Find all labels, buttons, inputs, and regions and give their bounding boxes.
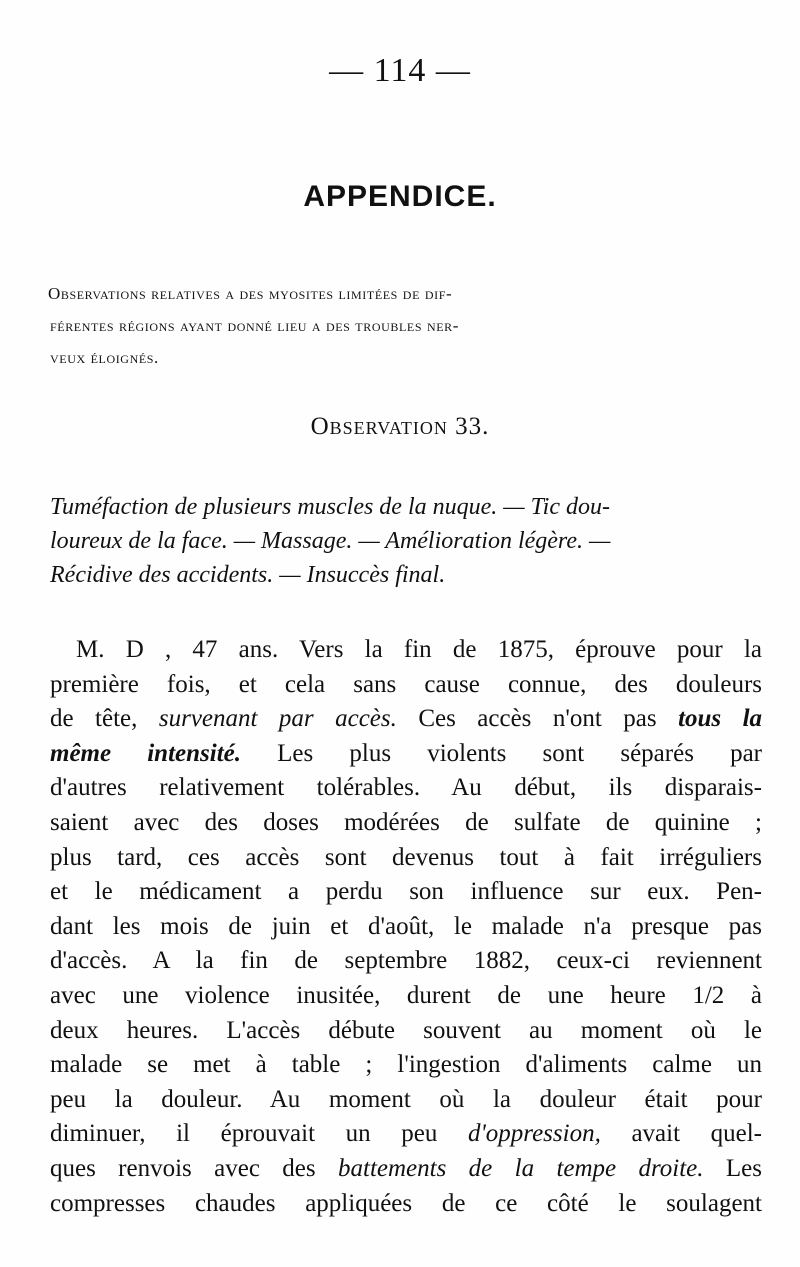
page-number: — 114 — [329, 52, 471, 89]
emphasis-run: tous la [678, 705, 763, 733]
body-line: malade se met à table ; l'ingestion d'aliments calme un [50, 1051, 762, 1079]
body-text-run: avait quel- [631, 1120, 763, 1148]
emphasis-run: survenant par accès. [158, 705, 397, 733]
body-line: avec une violence inusitée, durent de une heure 1/2 à [50, 981, 762, 1009]
observation-summary [50, 490, 760, 592]
body-line: plus tard, ces accès sont devenus tout à fait irréguliers [50, 843, 762, 871]
summary-line: loureux de la face. — Massage. — Amélioration légère. — [50, 528, 611, 554]
body-text-run: ques renvois avec des [50, 1154, 316, 1182]
body-line: et le médicament a perdu son influence sur eux. Pen- [50, 878, 762, 906]
body-line [50, 1152, 762, 1187]
body-line [50, 702, 762, 737]
emphasis-run: battements de la tempe droite. [338, 1154, 704, 1182]
intro-line: veux éloignés. [50, 348, 159, 367]
body-text-run: de tête, [50, 705, 138, 733]
body-line [50, 1117, 762, 1152]
emphasis-run: même intensité. [50, 739, 241, 767]
body-line: d'accès. A la fin de septembre 1882, ceux-ci reviennent [50, 947, 762, 975]
summary-line: Récidive des accidents. — Insuccès final. [50, 562, 446, 588]
body-text-run: Ces accès n'ont pas [418, 705, 657, 733]
body-line: d'autres relativement tolérables. Au début, ils disparais- [50, 774, 762, 802]
summary-line: Tuméfaction de plusieurs muscles de la nuque. — Tic dou- [50, 494, 610, 520]
body-line: M. D , 47 ans. Vers la fin de 1875, éprouve pour la [76, 636, 762, 663]
body-line: première fois, et cela sans cause connue, des douleurs [50, 670, 762, 698]
body-line: compresses chaudes appliquées de ce côté le soulagent [50, 1189, 762, 1217]
body-line [50, 737, 762, 772]
emphasis-run: d'oppression, [467, 1120, 601, 1148]
body-line: dant les mois de juin et d'août, le malade n'a presque pas [50, 912, 762, 940]
observation-body [50, 633, 762, 1221]
appendix-intro [48, 278, 760, 374]
observation-title: Observation 33. [310, 413, 490, 440]
body-text-run: diminuer, il éprouvait un peu [50, 1120, 438, 1148]
appendix-heading: APPENDICE. [303, 180, 497, 213]
body-line: saient avec des doses modérées de sulfate de quinine ; [50, 808, 762, 836]
body-line: peu la douleur. Au moment où la douleur était pour [50, 1085, 762, 1113]
body-text-run: Les plus violents sont séparés par [277, 739, 762, 767]
body-line: deux heures. L'accès débute souvent au moment où le [50, 1016, 762, 1044]
intro-line: férentes régions ayant donné lieu a des troubles ner- [50, 316, 460, 335]
intro-line: Observations relatives a des myosites limitées de dif- [48, 284, 453, 303]
body-text-run: Les [725, 1154, 763, 1182]
